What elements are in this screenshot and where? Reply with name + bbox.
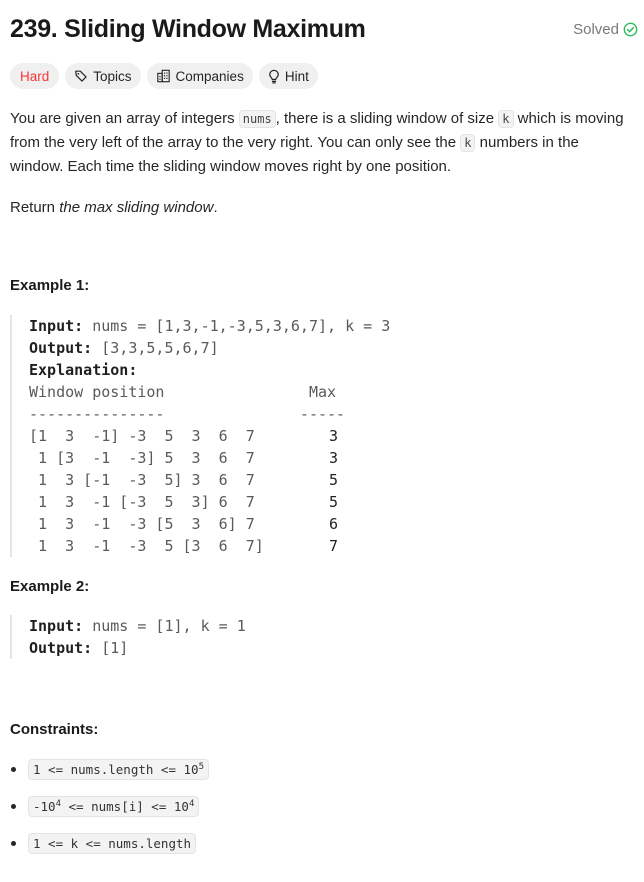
difficulty-badge[interactable] (10, 63, 59, 89)
problem-title: 239. Sliding Window Maximum (10, 14, 366, 43)
example-1-block (10, 315, 390, 557)
companies-label: Companies (175, 68, 244, 84)
constraints-list (10, 756, 209, 867)
window-max: 3 (329, 449, 339, 467)
difficulty-label: Hard (20, 68, 50, 84)
hint-button[interactable] (259, 63, 318, 89)
return-text: Return (10, 199, 60, 216)
input-label: Input: (29, 617, 84, 635)
window-table-rule: --------------- ----- (29, 405, 346, 423)
inline-code-k: k (460, 134, 475, 152)
description-text: , there is a sliding window of size (275, 110, 499, 127)
output-label: Output: (29, 639, 93, 657)
problem-header (10, 12, 638, 46)
inline-code-nums: nums (239, 110, 276, 128)
output-value: [3,3,5,5,6,7] (92, 339, 219, 357)
window-row: 1 [3 -1 -3] 5 3 6 7 (29, 449, 255, 467)
input-label: Input: (29, 317, 84, 335)
list-item (10, 756, 209, 782)
hint-label: Hint (284, 68, 309, 84)
topics-button[interactable] (65, 63, 140, 89)
return-paragraph (10, 196, 636, 219)
companies-button[interactable] (147, 63, 253, 89)
constraint-exponent: 4 (188, 798, 195, 809)
bullet (11, 767, 16, 772)
description-text: You are given an array of integers (10, 110, 239, 127)
description-text: numbers in the window. Each time the sliding window moves right by one position. (10, 134, 579, 175)
constraint-text: -10 (33, 798, 56, 814)
window-max: 6 (329, 515, 339, 533)
window-row: 1 3 -1 [-3 5 3] 6 7 (29, 493, 255, 511)
tag-bar (10, 63, 318, 89)
constraint-code (28, 759, 209, 780)
window-max: 5 (329, 493, 339, 511)
inline-code-k: k (498, 110, 513, 128)
window-table-header: Window position Max (29, 383, 337, 401)
constraints-heading: Constraints: (10, 721, 99, 738)
description-text: which is moving from the very left of the array to the very right. You can only see the (10, 110, 624, 151)
return-text: . (213, 199, 218, 216)
window-max: 7 (329, 537, 339, 555)
window-row: 1 3 -1 -3 5 [3 6 7] (29, 537, 264, 555)
window-max: 5 (329, 471, 339, 489)
check-circle-icon (623, 22, 638, 37)
list-item (10, 830, 209, 856)
constraint-code (28, 796, 199, 817)
constraint-exponent: 4 (55, 798, 61, 809)
example-2-heading: Example 2: (10, 578, 90, 595)
solved-label: Solved (573, 20, 619, 38)
window-row: [1 3 -1] -3 5 3 6 7 (29, 427, 255, 445)
input-value: nums = [1], k = 1 (83, 617, 246, 635)
bullet (11, 804, 16, 809)
window-row: 1 3 -1 -3 [5 3 6] 7 (29, 515, 255, 533)
constraint-text: <= nums[i] <= 10 (61, 798, 189, 814)
description-paragraph (10, 107, 636, 178)
topics-label: Topics (93, 68, 132, 84)
example-1-heading: Example 1: (10, 277, 90, 294)
example-2-block (10, 615, 246, 659)
bullet (11, 841, 16, 846)
building-icon (156, 69, 171, 83)
constraint-code: 1 <= k <= nums.length (28, 833, 196, 854)
constraint-text: 1 <= nums.length <= 10 (33, 761, 199, 777)
explanation-label: Explanation: (29, 361, 138, 379)
tag-icon (74, 69, 88, 83)
lightbulb-icon (268, 69, 280, 84)
list-item (10, 793, 209, 819)
output-value: [1] (92, 639, 129, 657)
input-value: nums = [1,3,-1,-3,5,3,6,7], k = 3 (83, 317, 391, 335)
constraint-exponent: 5 (198, 761, 204, 772)
solved-status (573, 21, 638, 38)
output-label: Output: (29, 339, 93, 357)
problem-description (10, 107, 636, 219)
window-max: 3 (329, 427, 339, 445)
window-row: 1 3 [-1 -3 5] 3 6 7 (29, 471, 255, 489)
return-emphasis: the max sliding window (59, 199, 214, 216)
